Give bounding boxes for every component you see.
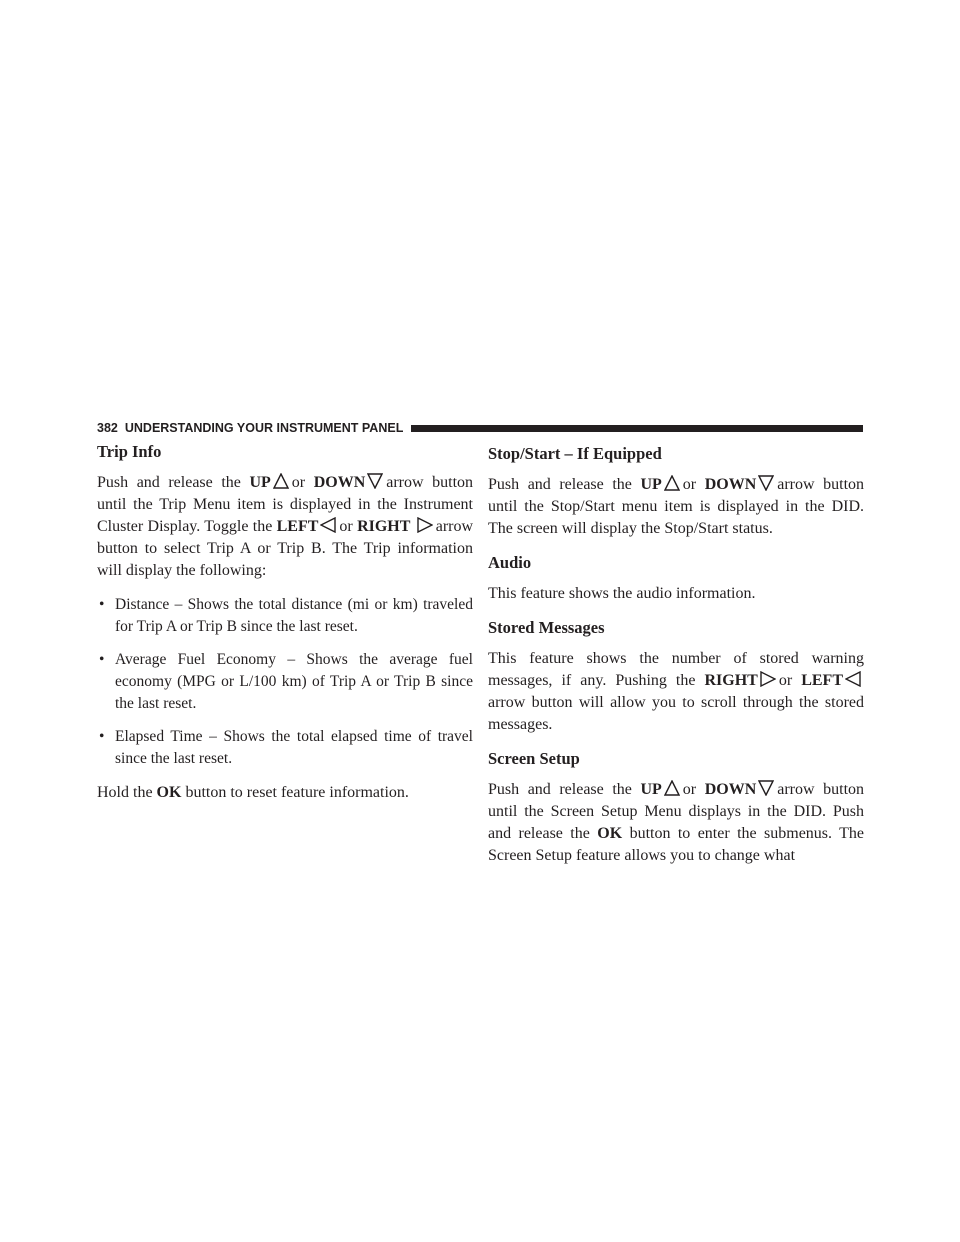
stop-start-paragraph <box>488 474 864 540</box>
stored-messages-paragraph <box>488 648 864 736</box>
text-run: arrow button will allow you to scroll through the stored messages. <box>488 694 864 733</box>
text-run: arrow button until the Trip Menu item is displayed in the Instrument Cluster Display. Toggle the <box>97 474 474 535</box>
list-item: • Average Fuel Economy – Shows the average fuel economy (MPG or L/100 km) of Trip A or Trip B since the last reset. <box>97 649 473 715</box>
ok-label: OK <box>156 784 182 801</box>
text-run: or <box>682 781 697 798</box>
text-run: or <box>339 518 353 535</box>
down-label: DOWN <box>704 781 757 798</box>
trip-info-heading: Trip Info <box>97 442 162 461</box>
text-run: or <box>778 672 793 689</box>
stored-messages-heading: Stored Messages <box>488 618 605 637</box>
up-label: UP <box>249 474 271 491</box>
left-label: LEFT <box>276 518 319 535</box>
right-column <box>488 441 864 879</box>
trip-info-paragraph <box>97 472 473 582</box>
reset-paragraph <box>97 782 473 804</box>
left-arrow-icon <box>845 671 861 687</box>
header-rule <box>411 425 863 432</box>
text-run: or <box>291 474 306 491</box>
text-run: Push and release the <box>488 781 641 798</box>
screen-setup-heading: Screen Setup <box>488 749 580 768</box>
text-run: or <box>682 476 697 493</box>
text-run: arrow button until the Stop/Start menu item is displayed in the DID. The screen will display the Stop/Start status. <box>488 476 865 537</box>
down-arrow-icon <box>758 475 774 491</box>
down-arrow-icon <box>758 780 774 796</box>
page-header <box>97 420 863 436</box>
trip-info-list <box>97 594 473 770</box>
text-run: button to enter the submenus. The Screen Setup feature allows you to change what <box>488 825 865 864</box>
down-label: DOWN <box>704 476 757 493</box>
text-run: Push and release the <box>97 474 250 491</box>
up-arrow-icon <box>273 473 289 489</box>
up-label: UP <box>640 476 662 493</box>
down-label: DOWN <box>313 474 366 491</box>
left-label: LEFT <box>801 672 843 689</box>
left-arrow-icon <box>320 517 336 533</box>
screen-setup-paragraph <box>488 779 864 867</box>
text-run: Push and release the <box>488 476 641 493</box>
text-run: arrow button to select Trip A or Trip B. The Trip information will display the following: <box>97 518 474 579</box>
down-arrow-icon <box>367 473 383 489</box>
up-arrow-icon <box>664 780 680 796</box>
up-label: UP <box>640 781 662 798</box>
list-item: • Elapsed Time – Shows the total elapsed time of travel since the last reset. <box>97 726 473 770</box>
ok-label: OK <box>597 825 623 842</box>
audio-heading: Audio <box>488 553 532 572</box>
right-label: RIGHT <box>357 518 411 535</box>
right-arrow-icon <box>417 517 433 533</box>
right-arrow-icon <box>760 671 776 687</box>
page-number: 382 <box>97 421 118 435</box>
text-run: This feature shows the number of stored warning messages, if any. Pushing the <box>488 650 864 689</box>
audio-paragraph: This feature shows the audio information. <box>488 585 756 602</box>
up-arrow-icon <box>664 475 680 491</box>
text-run: button to reset feature information. <box>185 784 409 801</box>
text-run: arrow button until the Screen Setup Menu displays in the DID. Push and release the <box>488 781 865 842</box>
section-title: UNDERSTANDING YOUR INSTRUMENT PANEL <box>124 421 404 435</box>
right-label: RIGHT <box>704 672 758 689</box>
text-run: Hold the <box>97 784 157 801</box>
left-column <box>97 441 473 816</box>
stop-start-heading: Stop/Start – If Equipped <box>488 444 662 463</box>
list-item: • Distance – Shows the total distance (mi or km) traveled for Trip A or Trip B since the last reset. <box>97 594 473 638</box>
